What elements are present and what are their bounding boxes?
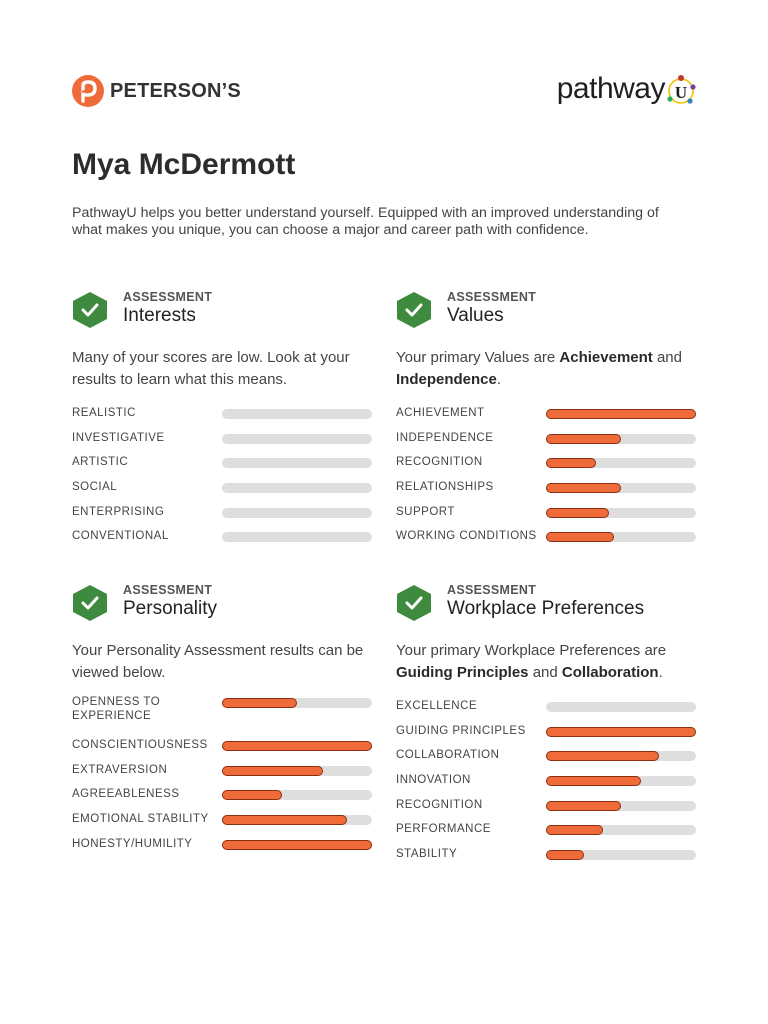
score-label: OPENNESS TO EXPERIENCE — [72, 696, 161, 722]
score-bar-fill — [222, 815, 347, 825]
score-bar-fill — [546, 801, 621, 811]
score-bar-track — [222, 766, 372, 776]
section-kicker: ASSESSMENT — [123, 290, 213, 304]
score-label: EMOTIONAL STABILITY — [72, 813, 209, 826]
score-row — [72, 428, 372, 453]
section-description — [396, 640, 696, 684]
score-bar-fill — [546, 776, 641, 786]
section-header — [72, 291, 372, 331]
score-label: EXTRAVERSION — [72, 763, 168, 776]
score-row — [72, 760, 372, 785]
profile-name: Mya McDermott — [72, 148, 296, 181]
interests-section — [72, 291, 372, 551]
petersons-logo — [72, 75, 241, 107]
score-label: HONESTY/HUMILITY — [72, 837, 193, 850]
score-bar-fill — [546, 825, 603, 835]
section-description — [72, 347, 372, 391]
score-label: PERFORMANCE — [396, 823, 491, 836]
score-label: CONVENTIONAL — [72, 530, 169, 543]
score-label: INNOVATION — [396, 774, 471, 787]
score-row — [396, 452, 696, 477]
score-bar-track — [222, 840, 372, 850]
description-text: and — [528, 664, 562, 681]
score-list — [396, 696, 696, 869]
score-bar-track — [546, 751, 696, 761]
score-bar-fill — [546, 727, 696, 737]
score-bar-fill — [222, 790, 282, 800]
score-row — [72, 834, 372, 859]
description-highlight: Achievement — [559, 349, 653, 366]
workplace-preferences-section — [396, 584, 696, 869]
score-list — [72, 403, 372, 551]
score-row — [396, 844, 696, 869]
score-row — [396, 696, 696, 721]
section-description — [396, 347, 696, 391]
score-bar-track — [546, 825, 696, 835]
section-title: Interests — [123, 305, 196, 326]
score-bar-fill — [546, 458, 596, 468]
score-label: INVESTIGATIVE — [72, 431, 165, 444]
score-bar-track — [222, 434, 372, 444]
score-bar-track — [222, 508, 372, 518]
score-row — [396, 721, 696, 746]
score-bar-track — [546, 508, 696, 518]
score-row — [396, 745, 696, 770]
description-highlight: Guiding Principles — [396, 664, 529, 681]
pathwayu-u-letter: U — [674, 83, 688, 102]
section-description — [72, 640, 372, 684]
score-bar-fill — [546, 532, 614, 542]
section-title: Workplace Preferences — [447, 598, 645, 619]
score-label: RELATIONSHIPS — [396, 481, 494, 494]
description-text: Your primary Values are — [396, 349, 560, 366]
score-label: ENTERPRISING — [72, 505, 165, 518]
score-row — [72, 526, 372, 551]
score-bar-track — [546, 458, 696, 468]
score-row — [72, 784, 372, 809]
score-bar-fill — [546, 751, 659, 761]
score-bar-fill — [222, 840, 372, 850]
score-row — [72, 403, 372, 428]
score-bar-track — [222, 815, 372, 825]
section-header — [396, 584, 696, 624]
score-bar-track — [546, 434, 696, 444]
score-list — [72, 696, 372, 858]
score-bar-track — [222, 532, 372, 542]
pathwayu-logo-text: pathway — [556, 72, 665, 105]
checkmark-badge-icon — [396, 584, 432, 622]
score-bar-track — [222, 458, 372, 468]
score-bar-track — [222, 698, 372, 708]
score-bar-fill — [546, 508, 609, 518]
score-bar-fill — [222, 698, 297, 708]
score-list — [396, 403, 696, 551]
section-header — [396, 291, 696, 331]
score-row — [396, 819, 696, 844]
score-bar-fill — [546, 483, 621, 493]
score-label: REALISTIC — [72, 407, 136, 419]
score-label: ARTISTIC — [72, 456, 129, 469]
score-bar-track — [222, 790, 372, 800]
score-bar-track — [222, 483, 372, 493]
score-label: SOCIAL — [72, 481, 118, 494]
score-row — [396, 502, 696, 527]
page-header — [72, 72, 696, 112]
pathwayu-u-icon — [666, 72, 696, 106]
score-row — [396, 770, 696, 795]
description-highlight: Independence — [396, 371, 497, 388]
score-bar-track — [546, 776, 696, 786]
score-row — [72, 477, 372, 502]
score-label: RECOGNITION — [396, 456, 483, 469]
petersons-logo-text: PETERSON’S — [110, 79, 241, 102]
pathwayu-logo — [557, 72, 696, 106]
score-row — [396, 795, 696, 820]
score-bar-fill — [546, 409, 696, 419]
description-text: Many of your scores are low. Look at your results to learn what this means. — [72, 349, 350, 388]
section-header — [72, 584, 372, 624]
score-label: INDEPENDENCE — [396, 431, 494, 444]
section-kicker: ASSESSMENT — [447, 583, 537, 597]
score-row — [72, 809, 372, 834]
score-row — [72, 502, 372, 527]
description-text: . — [496, 371, 502, 388]
score-bar-fill — [222, 741, 372, 751]
score-label: RECOGNITION — [396, 798, 483, 811]
score-label: CONSCIENTIOUSNESS — [72, 739, 208, 751]
score-bar-track — [546, 483, 696, 493]
score-label: GUIDING PRINCIPLES — [396, 724, 526, 737]
score-row — [396, 428, 696, 453]
petersons-logo-icon — [72, 75, 104, 107]
section-title: Personality — [123, 598, 217, 619]
profile-intro: PathwayU helps you better understand yourself. Equipped with an improved understanding of what makes you unique, you can choose a major and career path with confidence. — [72, 205, 659, 238]
score-label: EXCELLENCE — [396, 700, 478, 712]
description-text: Your primary Workplace Preferences are — [396, 642, 667, 659]
personality-section — [72, 584, 372, 858]
score-bar-track — [546, 727, 696, 737]
score-label: SUPPORT — [396, 505, 455, 518]
score-row — [396, 403, 696, 428]
description-highlight: Collaboration — [561, 664, 659, 681]
section-kicker: ASSESSMENT — [447, 290, 537, 304]
score-label: ACHIEVEMENT — [396, 407, 485, 419]
score-row — [396, 477, 696, 502]
score-bar-fill — [546, 850, 584, 860]
description-text: . — [658, 664, 663, 681]
score-bar-track — [546, 702, 696, 712]
score-row — [396, 526, 696, 551]
score-bar-track — [222, 741, 372, 751]
score-row — [72, 735, 372, 760]
score-label: STABILITY — [396, 848, 458, 861]
score-bar-track — [546, 850, 696, 860]
description-text: Your Personality Assessment results can be viewed below. — [72, 642, 364, 681]
score-label: COLLABORATION — [396, 749, 500, 762]
score-label: AGREEABLENESS — [72, 788, 180, 801]
section-title: Values — [447, 305, 504, 326]
score-bar-fill — [222, 766, 323, 776]
score-bar-track — [546, 801, 696, 811]
score-bar-track — [222, 409, 372, 419]
score-bar-fill — [546, 434, 621, 444]
checkmark-badge-icon — [396, 291, 432, 329]
score-row — [72, 696, 372, 735]
checkmark-badge-icon — [72, 584, 108, 622]
values-section — [396, 291, 696, 551]
checkmark-badge-icon — [72, 291, 108, 329]
score-label: WORKING CONDITIONS — [396, 530, 537, 543]
score-bar-track — [546, 532, 696, 542]
score-row — [72, 452, 372, 477]
score-bar-track — [546, 409, 696, 419]
description-text: and — [652, 349, 682, 366]
section-kicker: ASSESSMENT — [123, 583, 213, 597]
